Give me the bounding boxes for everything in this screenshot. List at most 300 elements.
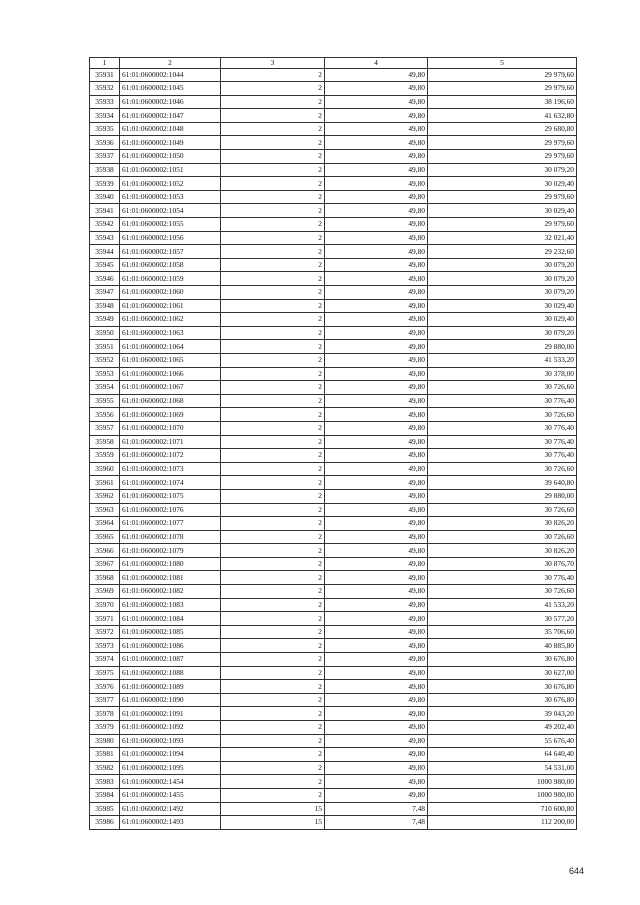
table-row [90,136,577,150]
quantity-cell: 2 [221,489,325,503]
row-number-cell: 35983 [90,775,120,789]
value-cell: 49,80 [325,218,428,232]
amount-cell: 30 726,60 [428,530,577,544]
quantity-cell: 2 [221,585,325,599]
table-row [90,721,577,735]
row-number-cell: 35939 [90,177,120,191]
table-row [90,788,577,802]
cadastral-number-cell: 61:01:0600002:1075 [120,489,221,503]
amount-cell: 29 232,60 [428,245,577,259]
amount-cell: 30 726,60 [428,503,577,517]
cadastral-number-cell: 61:01:0600002:1072 [120,449,221,463]
row-number-cell: 35951 [90,340,120,354]
value-cell: 49,80 [325,381,428,395]
table-row [90,680,577,694]
amount-cell: 29 880,00 [428,340,577,354]
cadastral-number-cell: 61:01:0600002:1082 [120,585,221,599]
amount-cell: 54 531,00 [428,761,577,775]
cadastral-number-cell: 61:01:0600002:1047 [120,109,221,123]
quantity-cell: 2 [221,721,325,735]
table-row [90,435,577,449]
row-number-cell: 35968 [90,571,120,585]
row-number-cell: 35950 [90,326,120,340]
cadastral-number-cell: 61:01:0600002:1093 [120,734,221,748]
row-number-cell: 35971 [90,612,120,626]
amount-cell: 30 876,70 [428,557,577,571]
amount-cell: 38 196,60 [428,95,577,109]
table-row [90,530,577,544]
amount-cell: 30 776,40 [428,394,577,408]
table-row [90,802,577,816]
table-row [90,639,577,653]
cadastral-number-cell: 61:01:0600002:1052 [120,177,221,191]
cadastral-number-cell: 61:01:0600002:1086 [120,639,221,653]
table-row [90,299,577,313]
table-row [90,571,577,585]
amount-cell: 30 676,80 [428,680,577,694]
row-number-cell: 35955 [90,394,120,408]
cadastral-number-cell: 61:01:0600002:1065 [120,353,221,367]
row-number-cell: 35958 [90,435,120,449]
quantity-cell: 2 [221,517,325,531]
quantity-cell: 2 [221,367,325,381]
row-number-cell: 35933 [90,95,120,109]
amount-cell: 30 627,00 [428,666,577,680]
amount-cell: 30 029,40 [428,299,577,313]
table-row [90,340,577,354]
cadastral-number-cell: 61:01:0600002:1078 [120,530,221,544]
value-cell: 49,80 [325,326,428,340]
amount-cell: 35 706,60 [428,625,577,639]
row-number-cell: 35986 [90,816,120,830]
value-cell: 49,80 [325,299,428,313]
amount-cell: 55 676,40 [428,734,577,748]
value-cell: 49,80 [325,204,428,218]
row-number-cell: 35957 [90,421,120,435]
table-row [90,612,577,626]
quantity-cell: 2 [221,449,325,463]
cadastral-number-cell: 61:01:0600002:1074 [120,476,221,490]
value-cell: 49,80 [325,476,428,490]
table-row [90,761,577,775]
quantity-cell: 15 [221,816,325,830]
amount-cell: 30 776,40 [428,435,577,449]
value-cell: 49,80 [325,625,428,639]
column-header: 5 [428,58,577,69]
quantity-cell: 2 [221,421,325,435]
amount-cell: 30 776,40 [428,571,577,585]
table-row [90,204,577,218]
amount-cell: 30 826,20 [428,544,577,558]
table-row [90,122,577,136]
table-row [90,693,577,707]
column-header: 4 [325,58,428,69]
value-cell: 49,80 [325,639,428,653]
amount-cell: 29 979,60 [428,68,577,82]
cadastral-number-cell: 61:01:0600002:1092 [120,721,221,735]
cadastral-number-cell: 61:01:0600002:1077 [120,517,221,531]
value-cell: 49,80 [325,680,428,694]
quantity-cell: 2 [221,707,325,721]
amount-cell: 30 726,60 [428,462,577,476]
value-cell: 49,80 [325,612,428,626]
row-number-cell: 35982 [90,761,120,775]
table-body [90,68,577,829]
row-number-cell: 35948 [90,299,120,313]
quantity-cell: 2 [221,666,325,680]
value-cell: 7,48 [325,802,428,816]
row-number-cell: 35938 [90,163,120,177]
value-cell: 49,80 [325,122,428,136]
quantity-cell: 2 [221,231,325,245]
cadastral-number-cell: 61:01:0600002:1062 [120,313,221,327]
cadastral-number-cell: 61:01:0600002:1044 [120,68,221,82]
cadastral-number-cell: 61:01:0600002:1081 [120,571,221,585]
quantity-cell: 2 [221,408,325,422]
cadastral-number-cell: 61:01:0600002:1083 [120,598,221,612]
value-cell: 49,80 [325,286,428,300]
table-row [90,816,577,830]
amount-cell: 41 533,20 [428,353,577,367]
table-row [90,95,577,109]
table-row [90,598,577,612]
row-number-cell: 35984 [90,788,120,802]
cadastral-number-cell: 61:01:0600002:1050 [120,150,221,164]
row-number-cell: 35963 [90,503,120,517]
value-cell: 49,80 [325,68,428,82]
cadastral-number-cell: 61:01:0600002:1493 [120,816,221,830]
cadastral-number-cell: 61:01:0600002:1079 [120,544,221,558]
row-number-cell: 35954 [90,381,120,395]
value-cell: 49,80 [325,150,428,164]
row-number-cell: 35972 [90,625,120,639]
cadastral-number-cell: 61:01:0600002:1061 [120,299,221,313]
cadastral-number-cell: 61:01:0600002:1091 [120,707,221,721]
amount-cell: 30 726,60 [428,585,577,599]
quantity-cell: 2 [221,653,325,667]
cadastral-number-cell: 61:01:0600002:1054 [120,204,221,218]
quantity-cell: 2 [221,109,325,123]
cadastral-number-cell: 61:01:0600002:1049 [120,136,221,150]
quantity-cell: 2 [221,82,325,96]
value-cell: 49,80 [325,408,428,422]
value-cell: 49,80 [325,721,428,735]
row-number-cell: 35980 [90,734,120,748]
quantity-cell: 2 [221,190,325,204]
cadastral-number-cell: 61:01:0600002:1051 [120,163,221,177]
row-number-cell: 35952 [90,353,120,367]
row-number-cell: 35962 [90,489,120,503]
table-row [90,231,577,245]
table-row [90,462,577,476]
table-row [90,150,577,164]
amount-cell: 30 029,40 [428,204,577,218]
quantity-cell: 2 [221,612,325,626]
cadastral-number-cell: 61:01:0600002:1071 [120,435,221,449]
amount-cell: 710 600,80 [428,802,577,816]
cadastral-number-cell: 61:01:0600002:1045 [120,82,221,96]
value-cell: 49,80 [325,82,428,96]
quantity-cell: 2 [221,286,325,300]
header-row [90,58,577,69]
cadastral-number-cell: 61:01:0600002:1095 [120,761,221,775]
value-cell: 49,80 [325,136,428,150]
quantity-cell: 2 [221,639,325,653]
quantity-cell: 2 [221,150,325,164]
table-row [90,326,577,340]
value-cell: 49,80 [325,245,428,259]
value-cell: 49,80 [325,190,428,204]
cadastral-number-cell: 61:01:0600002:1492 [120,802,221,816]
value-cell: 49,80 [325,544,428,558]
cadastral-number-cell: 61:01:0600002:1069 [120,408,221,422]
cadastral-number-cell: 61:01:0600002:1084 [120,612,221,626]
value-cell: 49,80 [325,734,428,748]
cadastral-number-cell: 61:01:0600002:1053 [120,190,221,204]
amount-cell: 30 676,80 [428,653,577,667]
row-number-cell: 35978 [90,707,120,721]
value-cell: 49,80 [325,340,428,354]
value-cell: 49,80 [325,530,428,544]
quantity-cell: 2 [221,272,325,286]
table-row [90,748,577,762]
row-number-cell: 35970 [90,598,120,612]
table-row [90,734,577,748]
amount-cell: 41 632,80 [428,109,577,123]
table-row [90,503,577,517]
value-cell: 49,80 [325,231,428,245]
quantity-cell: 2 [221,503,325,517]
row-number-cell: 35973 [90,639,120,653]
amount-cell: 1000 980,00 [428,775,577,789]
column-header: 2 [120,58,221,69]
amount-cell: 30 079,20 [428,272,577,286]
value-cell: 49,80 [325,571,428,585]
amount-cell: 30 029,40 [428,313,577,327]
amount-cell: 30 676,80 [428,693,577,707]
amount-cell: 39 640,80 [428,476,577,490]
row-number-cell: 35949 [90,313,120,327]
value-cell: 49,80 [325,489,428,503]
row-number-cell: 35985 [90,802,120,816]
row-number-cell: 35961 [90,476,120,490]
table-row [90,585,577,599]
table-row [90,163,577,177]
value-cell: 49,80 [325,666,428,680]
quantity-cell: 2 [221,748,325,762]
value-cell: 49,80 [325,788,428,802]
table-row [90,707,577,721]
quantity-cell: 2 [221,313,325,327]
table-row [90,408,577,422]
table-row [90,653,577,667]
row-number-cell: 35965 [90,530,120,544]
table-row [90,476,577,490]
row-number-cell: 35942 [90,218,120,232]
quantity-cell: 2 [221,299,325,313]
value-cell: 49,80 [325,761,428,775]
value-cell: 49,80 [325,353,428,367]
quantity-cell: 2 [221,136,325,150]
amount-cell: 29 979,60 [428,82,577,96]
quantity-cell: 2 [221,340,325,354]
value-cell: 7,48 [325,816,428,830]
cadastral-number-cell: 61:01:0600002:1055 [120,218,221,232]
table-row [90,258,577,272]
table-row [90,286,577,300]
row-number-cell: 35979 [90,721,120,735]
value-cell: 49,80 [325,95,428,109]
value-cell: 49,80 [325,449,428,463]
cadastral-number-cell: 61:01:0600002:1089 [120,680,221,694]
value-cell: 49,80 [325,109,428,123]
value-cell: 49,80 [325,421,428,435]
row-number-cell: 35943 [90,231,120,245]
value-cell: 49,80 [325,598,428,612]
value-cell: 49,80 [325,653,428,667]
row-number-cell: 35931 [90,68,120,82]
quantity-cell: 2 [221,476,325,490]
quantity-cell: 2 [221,625,325,639]
page-number: 644 [568,866,584,876]
quantity-cell: 2 [221,177,325,191]
table-row [90,381,577,395]
amount-cell: 29 880,00 [428,489,577,503]
row-number-cell: 35946 [90,272,120,286]
cadastral-number-cell: 61:01:0600002:1057 [120,245,221,259]
table-row [90,394,577,408]
cadastral-number-cell: 61:01:0600002:1085 [120,625,221,639]
row-number-cell: 35975 [90,666,120,680]
quantity-cell: 2 [221,598,325,612]
amount-cell: 29 979,60 [428,190,577,204]
value-cell: 49,80 [325,163,428,177]
row-number-cell: 35960 [90,462,120,476]
amount-cell: 30 776,40 [428,449,577,463]
quantity-cell: 2 [221,761,325,775]
row-number-cell: 35977 [90,693,120,707]
row-number-cell: 35935 [90,122,120,136]
amount-cell: 30 079,20 [428,163,577,177]
cadastral-number-cell: 61:01:0600002:1068 [120,394,221,408]
cadastral-number-cell: 61:01:0600002:1087 [120,653,221,667]
row-number-cell: 35956 [90,408,120,422]
amount-cell: 30 776,40 [428,421,577,435]
table-row [90,625,577,639]
row-number-cell: 35953 [90,367,120,381]
table-row [90,449,577,463]
cadastral-number-cell: 61:01:0600002:1094 [120,748,221,762]
table-row [90,367,577,381]
row-number-cell: 35959 [90,449,120,463]
table-row [90,272,577,286]
row-number-cell: 35976 [90,680,120,694]
amount-cell: 29 979,60 [428,150,577,164]
quantity-cell: 2 [221,381,325,395]
table-row [90,190,577,204]
amount-cell: 30 029,40 [428,177,577,191]
table-row [90,557,577,571]
quantity-cell: 2 [221,245,325,259]
row-number-cell: 35932 [90,82,120,96]
quantity-cell: 2 [221,353,325,367]
row-number-cell: 35945 [90,258,120,272]
table-row [90,489,577,503]
quantity-cell: 2 [221,68,325,82]
amount-cell: 30 826,20 [428,517,577,531]
cadastral-number-cell: 61:01:0600002:1080 [120,557,221,571]
table-row [90,218,577,232]
row-number-cell: 35969 [90,585,120,599]
quantity-cell: 2 [221,95,325,109]
quantity-cell: 2 [221,204,325,218]
amount-cell: 29 979,60 [428,136,577,150]
row-number-cell: 35937 [90,150,120,164]
quantity-cell: 2 [221,775,325,789]
table-row [90,544,577,558]
amount-cell: 30 079,20 [428,286,577,300]
table-row [90,68,577,82]
amount-cell: 29 979,60 [428,218,577,232]
quantity-cell: 2 [221,218,325,232]
value-cell: 49,80 [325,462,428,476]
row-number-cell: 35947 [90,286,120,300]
value-cell: 49,80 [325,693,428,707]
amount-cell: 30 577,20 [428,612,577,626]
table-row [90,353,577,367]
value-cell: 49,80 [325,707,428,721]
table-row [90,666,577,680]
table-row [90,109,577,123]
row-number-cell: 35964 [90,517,120,531]
amount-cell: 1000 980,00 [428,788,577,802]
amount-cell: 29 680,80 [428,122,577,136]
row-number-cell: 35936 [90,136,120,150]
row-number-cell: 35940 [90,190,120,204]
amount-cell: 41 533,20 [428,598,577,612]
quantity-cell: 2 [221,734,325,748]
cadastral-number-cell: 61:01:0600002:1046 [120,95,221,109]
amount-cell: 32 021,40 [428,231,577,245]
row-number-cell: 35941 [90,204,120,218]
value-cell: 49,80 [325,775,428,789]
quantity-cell: 2 [221,258,325,272]
amount-cell: 49 202,40 [428,721,577,735]
quantity-cell: 2 [221,462,325,476]
cadastral-number-cell: 61:01:0600002:1073 [120,462,221,476]
row-number-cell: 35974 [90,653,120,667]
cadastral-number-cell: 61:01:0600002:1067 [120,381,221,395]
quantity-cell: 2 [221,530,325,544]
amount-cell: 30 079,20 [428,258,577,272]
value-cell: 49,80 [325,435,428,449]
row-number-cell: 35966 [90,544,120,558]
value-cell: 49,80 [325,557,428,571]
row-number-cell: 35944 [90,245,120,259]
cadastral-number-cell: 61:01:0600002:1066 [120,367,221,381]
cadastral-number-cell: 61:01:0600002:1070 [120,421,221,435]
amount-cell: 30 079,20 [428,326,577,340]
cadastral-number-cell: 61:01:0600002:1090 [120,693,221,707]
value-cell: 49,80 [325,394,428,408]
quantity-cell: 2 [221,680,325,694]
cadastral-number-cell: 61:01:0600002:1454 [120,775,221,789]
cadastral-number-cell: 61:01:0600002:1056 [120,231,221,245]
table-row [90,313,577,327]
cadastral-number-cell: 61:01:0600002:1048 [120,122,221,136]
value-cell: 49,80 [325,585,428,599]
value-cell: 49,80 [325,313,428,327]
